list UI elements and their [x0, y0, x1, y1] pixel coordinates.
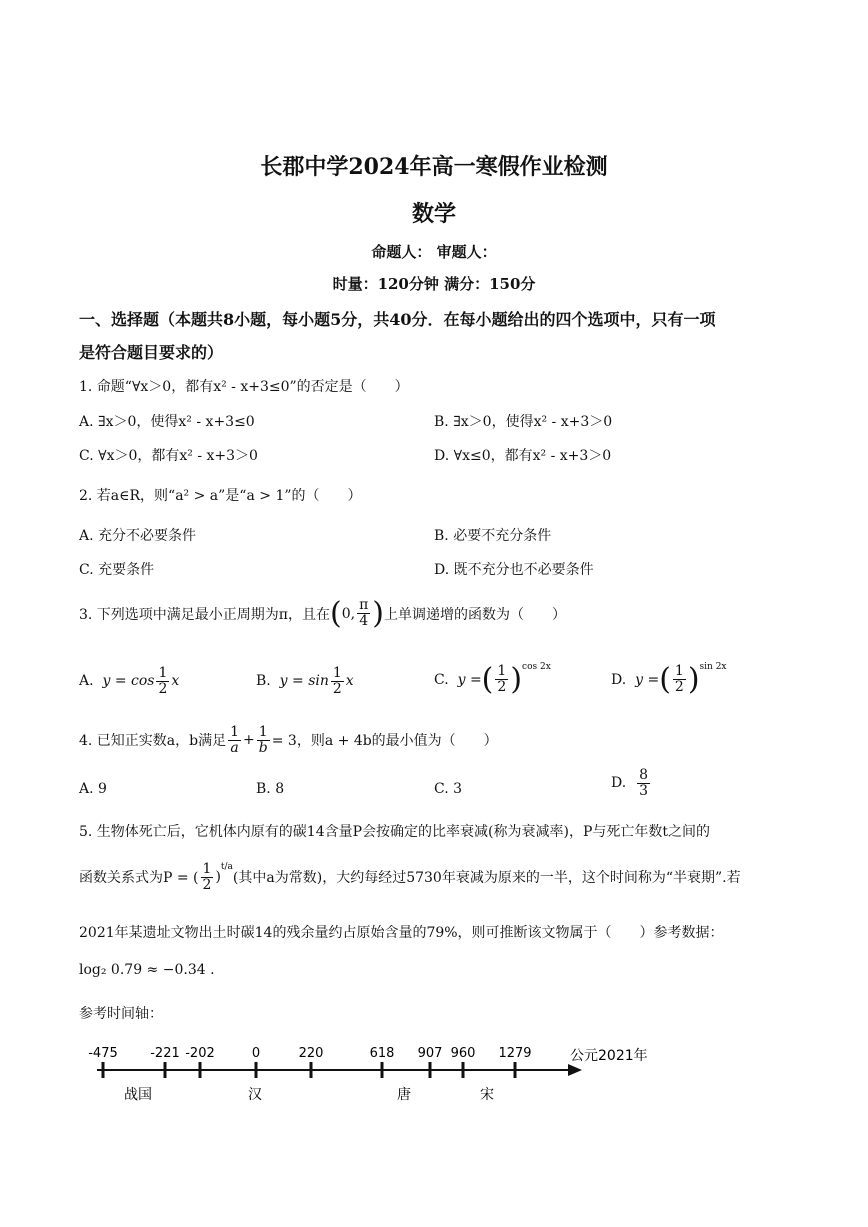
option-label: B. — [256, 673, 271, 690]
exponent: t/a — [220, 862, 233, 872]
frac-num: 1 — [202, 861, 212, 877]
frac-den: 2 — [202, 876, 212, 893]
frac-num: 1 — [230, 724, 240, 740]
q4-option-b: B. 8 — [256, 781, 285, 797]
frac-den: 2 — [332, 680, 342, 697]
timeline-tick-label: 1279 — [498, 1046, 532, 1061]
timeline-end-label: 公元2021年 — [570, 1048, 648, 1064]
frac-den: a — [230, 739, 239, 756]
q3-stem — [79, 596, 566, 631]
section-heading-line2: 是符合题目要求的） — [79, 343, 224, 362]
exponent: cos 2x — [522, 662, 551, 672]
q2-option-a: A. 充分不必要条件 — [79, 528, 197, 544]
frac-den: 2 — [158, 680, 168, 697]
frac-den: b — [258, 739, 268, 756]
dynasty-label: 汉 — [248, 1087, 262, 1103]
dynasty-label: 唐 — [397, 1087, 411, 1103]
dynasty-label: 战国 — [124, 1087, 152, 1103]
q2-stem: 2. 若a∈R，则“a² > a”是“a > 1”的（ ） — [79, 488, 362, 504]
q4-stem-post: = 3，则a + 4b的最小值为（ ） — [271, 733, 498, 750]
q5-formula-post: (其中a为常数)，大约每经过5730年衰减为原来的一半，这个时间称为“半衰期”.若 — [232, 870, 741, 887]
frac-num: 1 — [332, 665, 342, 681]
frac-num: π — [359, 597, 369, 614]
q3-stem-pre: 3. 下列选项中满足最小正周期为π，且在 — [79, 606, 331, 623]
reference-timeline — [0, 1035, 868, 1115]
section-heading-line1: 一、选择题（本题共8小题，每小题5分，共40分．在每小题给出的四个选项中，只有一项 — [79, 310, 716, 329]
q2-option-b: B. 必要不充分条件 — [434, 528, 552, 544]
timeline-tick-label: 0 — [251, 1046, 261, 1061]
half-fraction — [673, 664, 686, 694]
q3-stem-post: 上单调递增的函数为（ ） — [384, 606, 567, 623]
option-var: x — [345, 673, 354, 690]
paren-close: ) — [215, 869, 221, 886]
half-fraction — [156, 666, 169, 696]
timeline-ticks — [88, 1046, 531, 1078]
frac-den: 3 — [639, 782, 649, 799]
timeline-tick-label: -475 — [88, 1046, 118, 1061]
timeline-tick-label: -221 — [150, 1046, 180, 1061]
frac-num: 8 — [639, 767, 649, 783]
q4-stem-pre: 4. 已知正实数a，b满足 — [79, 733, 227, 750]
frac-num: 1 — [158, 665, 168, 681]
half-fraction — [495, 664, 508, 694]
option-func: y = — [635, 671, 660, 688]
option-func: y = — [457, 671, 482, 688]
frac-den: 2 — [674, 679, 684, 695]
q3-option-c — [434, 662, 551, 697]
frac-num: 1 — [674, 663, 684, 680]
q4-option-a: A. 9 — [79, 781, 107, 797]
dynasty-label: 宋 — [480, 1087, 494, 1103]
q3-option-b — [256, 666, 354, 696]
paren-open: ( — [659, 662, 671, 697]
plus-sign: + — [243, 732, 255, 749]
q1-option-d: D. ∀x≤0，都有x² - x+3＞0 — [434, 448, 612, 464]
q5-line1: 5. 生物体死亡后，它机体内原有的碳14含量P会按确定的比率衰减(称为衰减率)，P与死亡年数t之间的 — [79, 824, 711, 840]
q1-option-a: A. ∃x＞0，使得x² - x+3≤0 — [79, 414, 255, 430]
q4-option-d — [611, 768, 652, 798]
q3-interval-fraction — [357, 598, 370, 628]
q2-option-d: D. 既不充分也不必要条件 — [434, 562, 594, 578]
option-func: y = cos — [102, 673, 155, 690]
option-label: D. — [611, 671, 627, 688]
exponent: sin 2x — [699, 662, 727, 672]
frac-1-over-b — [257, 725, 270, 755]
timeline-label: 参考时间轴： — [79, 1006, 163, 1022]
frac-8-over-3 — [637, 768, 650, 798]
q1-option-c: C. ∀x＞0，都有x² - x+3＞0 — [79, 448, 258, 464]
option-label: C. — [434, 671, 449, 688]
option-label: A. — [79, 673, 94, 690]
q4-option-c: C. 3 — [434, 781, 463, 797]
q3-option-a — [79, 666, 179, 696]
q5-line4: log₂ 0.79 ≈ −0.34 . — [79, 962, 215, 978]
frac-1-over-a — [228, 725, 241, 755]
timeline-tick-label: -202 — [185, 1046, 215, 1061]
timeline-tick-label: 960 — [450, 1046, 476, 1061]
timeline-tick-label: 220 — [298, 1046, 324, 1061]
q1-stem: 1. 命题“∀x＞0，都有x² - x+3≤0”的否定是（ ） — [79, 379, 409, 395]
option-var: x — [171, 673, 180, 690]
q5-line2 — [79, 862, 741, 892]
page-title: 长郡中学2024年高一寒假作业检测 — [260, 154, 608, 180]
option-label: D. — [611, 775, 627, 792]
option-func: y = sin — [279, 673, 329, 690]
q4-stem — [79, 725, 498, 755]
timeline-tick-label: 907 — [417, 1046, 443, 1061]
timeline-arrow-icon — [568, 1064, 582, 1076]
time-score-line: 时量：120分钟 满分：150分 — [332, 275, 536, 293]
interval-open-paren: ( — [330, 596, 342, 631]
subject-title: 数学 — [411, 201, 456, 227]
q2-option-c: C. 充要条件 — [79, 562, 155, 578]
paren-close: ) — [687, 662, 700, 697]
frac-num: 1 — [497, 663, 507, 680]
q5-line3: 2021年某遗址文物出土时碳14的残余量约占原始含量的79%，则可推断该文物属于（ ）参考数据： — [79, 925, 724, 941]
frac-den: 4 — [359, 613, 369, 629]
q3-option-d — [611, 662, 727, 697]
paren-close: ) — [510, 662, 523, 697]
frac-den: 2 — [497, 679, 507, 695]
timeline-tick-label: 618 — [369, 1046, 395, 1061]
half-fraction — [201, 862, 214, 892]
frac-num: 1 — [257, 725, 270, 741]
q5-formula-pre: 函数关系式为P = ( — [79, 870, 199, 887]
half-fraction — [331, 666, 344, 696]
paren-open: ( — [481, 662, 494, 697]
q3-interval-left: 0, — [341, 605, 356, 622]
q1-option-b: B. ∃x＞0，使得x² - x+3＞0 — [434, 414, 613, 430]
authors-line: 命题人： 审题人： — [371, 243, 497, 261]
interval-close-paren: ) — [372, 596, 385, 631]
